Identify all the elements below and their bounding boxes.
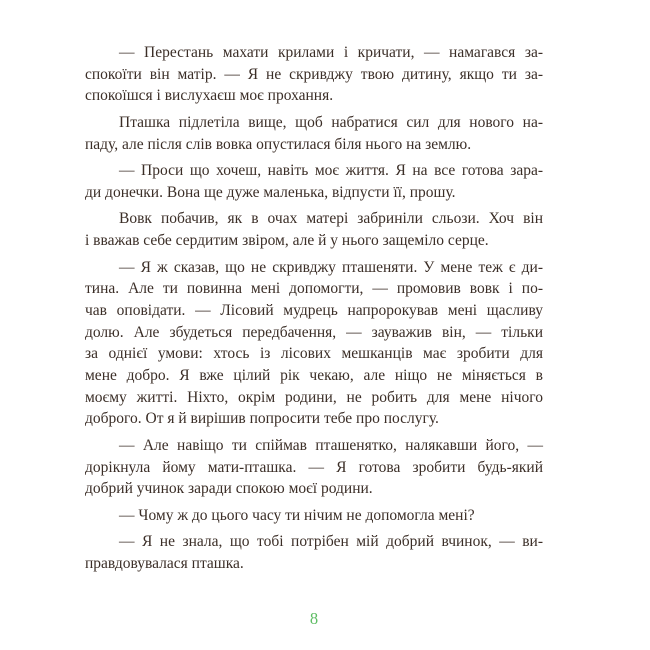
text-line: спокоїти він матір. — Я не скривджу твою дитину, якщо ти за-	[85, 65, 543, 83]
text-line: дорікнула йому мати-пташка. — Я готова зробити будь-який	[85, 458, 543, 476]
text-line: доброго. От я й вирішив попросити тебе про послугу.	[85, 410, 439, 428]
text-line: за однієї умови: хтось із лісових мешканців має зробити для	[85, 345, 543, 363]
text-line: — Я ж сказав, що не скривджу пташеняти. У мене теж є ди-	[119, 258, 543, 276]
text-line: і вважав себе сердитим звіром, але й у нього защеміло серце.	[85, 232, 489, 250]
text-line: моєму житті. Ніхто, окрім родини, не робить для мене нічого	[85, 388, 543, 406]
paragraph	[85, 257, 543, 431]
text-line: добрий учинок заради спокою моєї родини.	[85, 480, 373, 498]
text-line: спокоїшся і вислухаєш моє прохання.	[85, 87, 334, 105]
text-line: — Але навіщо ти спіймав пташенятко, налякавши його, —	[119, 436, 543, 454]
page-number: 8	[309, 609, 319, 628]
text-line: — Я не знала, що тобі потрібен мій добрий вчинок, — ви-	[119, 533, 543, 551]
text-line: долю. Але збудеться передбачення, — зауважив він, — тільки	[85, 323, 543, 341]
text-line: — Проси що хочеш, навіть моє життя. Я на все готова зара-	[119, 162, 543, 180]
paragraph	[85, 208, 543, 251]
text-line: ди донечки. Вона ще дуже маленька, відпусти її, прошу.	[85, 183, 456, 201]
text-line: Пташка підлетіла вище, щоб набратися сил для нового на-	[119, 113, 543, 131]
paragraph	[85, 112, 543, 155]
paragraph	[85, 505, 543, 527]
paragraph	[85, 42, 543, 107]
paragraph	[85, 435, 543, 500]
text-line: правдовувалася пташка.	[85, 555, 244, 573]
text-line: Вовк побачив, як в очах матері забриніли сльози. Хоч він	[119, 210, 543, 228]
page-text	[85, 42, 543, 575]
text-line: чав оповідати. — Лісовий мудрець напророкував мені щасливу	[85, 301, 543, 319]
paragraph	[85, 160, 543, 203]
text-line: — Чому ж до цього часу ти нічим не допомогла мені?	[119, 506, 475, 524]
text-line: паду, але після слів вовка опустилася біля нього на землю.	[85, 135, 472, 153]
paragraph	[85, 531, 543, 574]
text-line: тина. Але ти повинна мені допомогти, — промовив вовк і по-	[85, 280, 543, 298]
text-line: — Перестань махати крилами і кричати, — намагався за-	[119, 44, 543, 61]
text-line: мене добро. Я вже цілий рік чекаю, але ніщо не міняється в	[85, 367, 543, 385]
